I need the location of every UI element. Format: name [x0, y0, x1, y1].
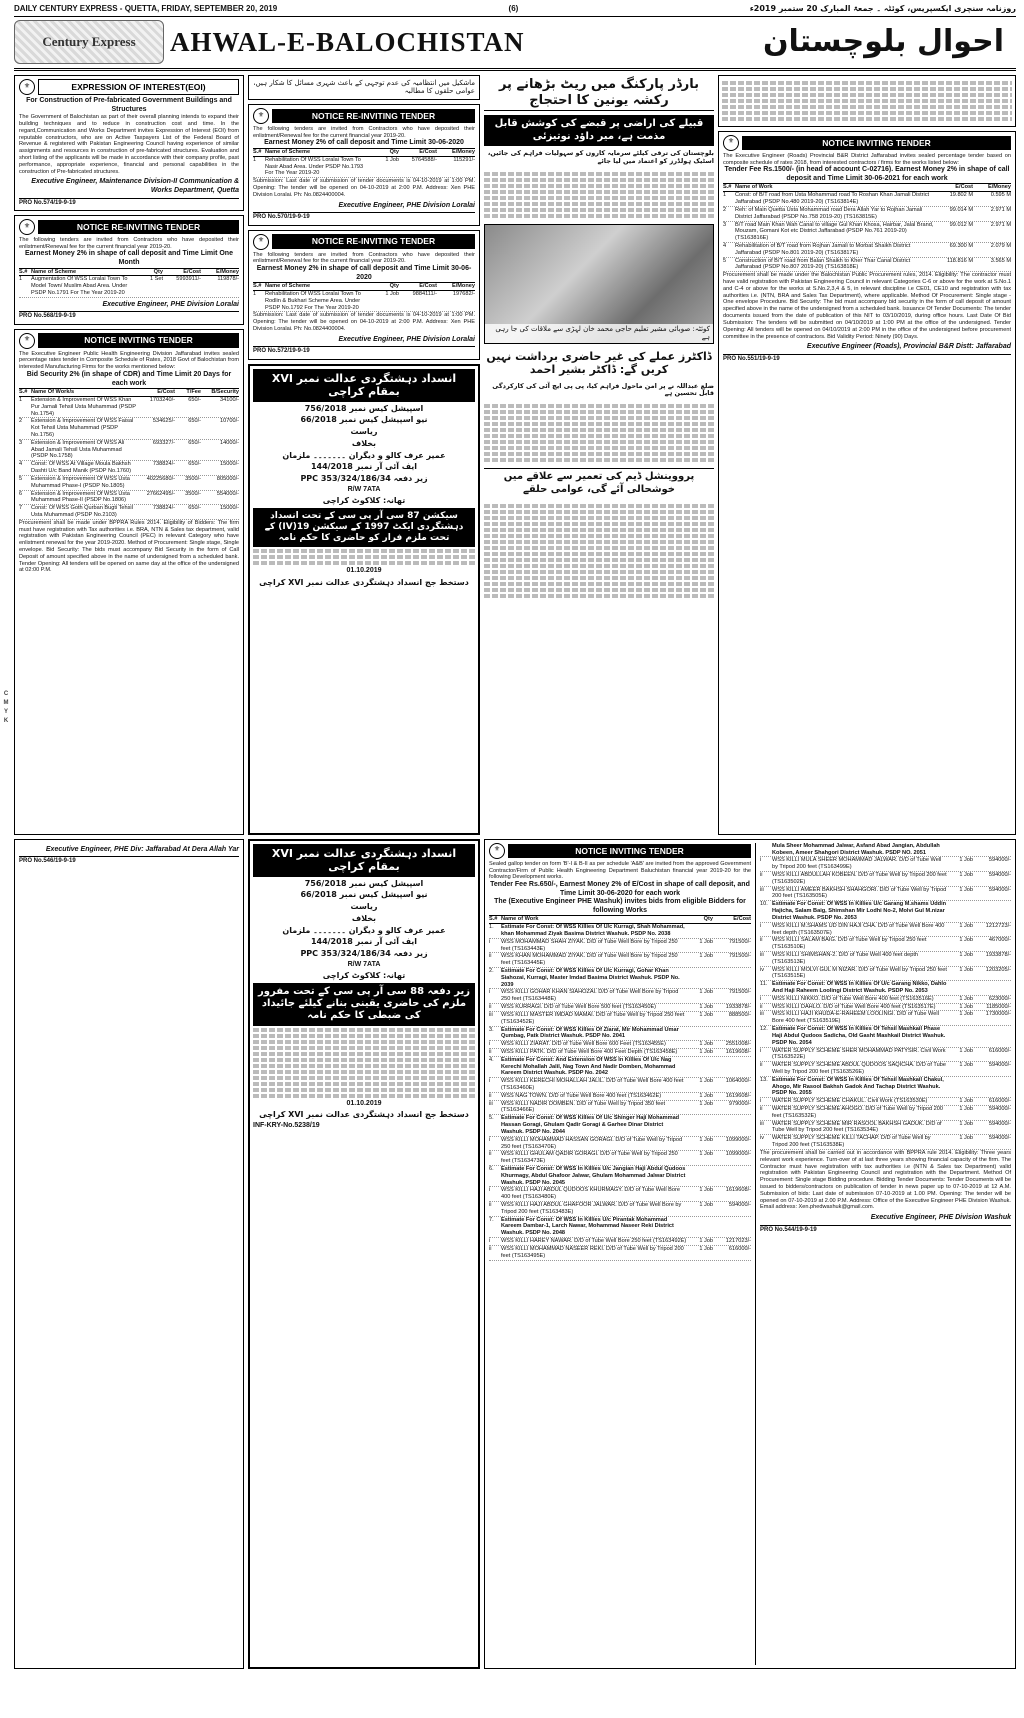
- court-2-state: ریاست: [350, 902, 378, 912]
- table-row: 3 Extension & Improvement Of WSS Ali Abad Jamali Tehsil Usta Muhammad (PSDP No.1758) 693327/- 650/- 14000/-: [19, 439, 239, 460]
- reinvite-intro: The following tenders are invited from Contractors who have deposited their enlistment/Renewal fee for the current financial year 2019-20.: [19, 236, 239, 250]
- table-row: i WSS KILLI ZIARAT. D/D of Tube Well Bore 600 Feet (TS163455E) 1 Job 2551008/-: [489, 1041, 751, 1048]
- inviting-pro: PRO No.546/19-9-19: [19, 858, 76, 865]
- table-row: 5 Extension & Improvement Of WSS Usta Muhammad Phase-I (PSDP No.1805) 40225680/- 3500/- 805000/-: [19, 475, 239, 489]
- table-row: iii WSS KILLI SHIMSHAN-2. D/D of Tube Well 400 feet depth (TS163513E) 1 Job 1933878/-: [760, 951, 1011, 965]
- table-row: 4 Rehabilitation of B/T road from Rojhan Jamali to Morbat Shaikh District Jaffarabad (PSDP No.801 2019-20) (TS163817E) 69.300 M 2.079 M: [723, 242, 1011, 256]
- reinvite-advert-loralai: [14, 215, 244, 325]
- court-notice-1: [248, 364, 480, 835]
- table-row: iii WSS KILLI MASTER IMDAD MAMAI. D/D of Tube Well by Tripod 250 feet (TS163452E) 1 Job 888500/-: [489, 1011, 751, 1025]
- reinvite-advert-b: [248, 230, 480, 360]
- reinvite-b-terms: Submission: Last date of submission of tender documents is 04-10-2019 at 1:00 PM. Opening: The tender will be opened on 04-10-2019 at 2:00 P.M. Address: Xen PHE Division Loralai. Ph: No.0824400004.: [253, 312, 475, 333]
- court-2-heading: انسداد دہشتگردی عدالت نمبر XVI بمقام کراچی: [253, 844, 475, 877]
- roads-pro: PRO No.551/19-9-19: [723, 355, 780, 362]
- reinvite-a-signature: Executive Engineer, PHE Division Loralai: [338, 201, 475, 209]
- eoi-signature: Executive Engineer, Maintenance Division-II Communication & Works Department, Quetta: [31, 178, 239, 195]
- section-title-english: AHWAL-E-BALOCHISTAN: [170, 26, 525, 57]
- eoi-subtitle: For Construction of Pre-fabricated Government Buildings and Structures: [26, 97, 232, 113]
- court-2-fir: ایف آئی آر نمبر 144/2018: [310, 937, 418, 947]
- table-row: i WSS MOHAMMAD SHAH ZIYAK. D/D of Tube Well Bore by Tripod 250 feet (TS163443E) 1 Job 791500/-: [489, 938, 751, 952]
- washuk-intro: Sealed gallop tender on form 'B'-I & B-II as per schedule 'A&B' are invited from the approved Government Contractor/Firm of Public Health Engineering Department Baluchistan financial year 2019-20 for the following Development works.: [489, 860, 751, 881]
- table-row: 5. Estimate For Const: Of WSS Killies Of U/c Shinger Haji Mohammad Hassan Goragi, Ghulam Qadir Goragi & Garhee Dinar District Washuk. PSDP No. 2044: [489, 1115, 751, 1136]
- roads-title: NOTICE INVITING TENDER: [742, 136, 1011, 150]
- inviting-money: Bid Security 2% (in shape of CDR) and Time Limit 20 Days for each work: [26, 371, 232, 387]
- court-1-sections: زیر دفعہ 353/324/186/34 PPC: [300, 474, 428, 484]
- column-3: [484, 75, 714, 835]
- reinvite-money: Earnest Money 2% in shape of call deposit and Time Limit One Month: [25, 250, 233, 267]
- roads-terms: Procurement shall be made under the Balochistan Public Procurement rules, 2014. Eligibility: The contractor must have valid registration with Pakistan Engineering Council in relevant Categories C-6 or above for the work at S.No.1 and C-4 or above for the works at S.No.2,3,4 & 5, in relevant discipline i.e CE01, CE10 and registration with tax authorities i.e. (NTN, BRA and Sales Tax Department), where applicable. Method Of Procurement: Single stage -One envelope Procedure. Bid Security: The bid must accompany bid security in the form of call deposit of amount specified above in the name of the undersigned from a scheduled bank. Issuance Of Tender Documents: The tender documents issued from the date of publication of this NIT to 03/10/2019, during office hours. Last Date Of Bid Submission: The tenders will be submitted on 04/10/2019 at 1:00 PM at the office of the undersigned. Tender Opening: All tenders will be opened on 04/10/2019 at 2:00 PM in the office of the undersigned before procurement committee in the presence of contractors. Bid Validity Period: Ninety (90) Days.: [723, 272, 1011, 340]
- table-header: S.# Name of Scheme Qty E/Cost E/Money: [253, 283, 475, 290]
- reinvite-b-money: Earnest Money 2% in shape of call deposit and Time Limit 30-06-2020: [256, 265, 472, 281]
- news-body-1: [484, 170, 714, 220]
- eoi-body: The Government of Balochistan as part of their overall planning intends to expand their building techniques and to reduce in construction cost and time. In the regard,Communication and Works Department invites Expression of Interest (EOI) from reputable constructors, who are on Active Taxpayers List of the Federal Board of Revenue & registered with Pakistan Engineering Council having experience of similar assignments and resources in construction of pre-fabricated structures. Evaluation and short listing of the applicants will be made in accordance with their company profile, past performance, appropriate experience, financial and personal capabilities in the construction of Pre-fabricated structures.: [19, 114, 239, 175]
- reinvite-a-terms: Submission: Last date of submission of tender documents is 04-10-2019 at 1:00 PM. Opening: The tender will be opened on 04-10-2019 at 2:00 P.M. Address: Xen PHE Division Loralai. Ph: No.0824400004.: [253, 178, 475, 198]
- govt-logo-icon: ⚜: [19, 219, 35, 235]
- court-notice-2: [248, 839, 480, 1669]
- govt-logo-icon: ⚜: [253, 108, 269, 124]
- washuk-title: NOTICE INVITING TENDER: [508, 844, 751, 858]
- inviting-title: NOTICE INVITING TENDER: [38, 333, 239, 347]
- inviting-signature: Executive Engineer, PHE Div: Jaffarabad At Dera Allah Yar: [45, 845, 239, 853]
- table-row: 7. Estimate For Const: Of WSS In Killies U/c Pirantak Mohammad Kareem Dambar-1, Larch Nawar, Mohammad Naseer Reki District Washuk. PSDP No. 2048: [489, 1217, 751, 1238]
- news-body-3: [484, 502, 714, 835]
- eoi-advert: [14, 75, 244, 211]
- court-2-case: اسپیشل کیس نمبر 756/2018: [304, 878, 424, 888]
- eoi-title: EXPRESSION OF INTEREST(EOI): [38, 79, 239, 95]
- table-row: 3 B/T road Main Khan Wah Canal to village Gul Khan Khosa, Hairbar, Jalal Brand, Mouzam, Gomani Kot etc District Jaffarabad (PSDP No.761 2019-20) (TS163816E) 99.012 M 2.971 M: [723, 221, 1011, 242]
- headline-rickshaw: بارڈر پارکنگ میں ریٹ بڑھانے پر رکشہ یونین کا احتجاج: [484, 75, 714, 112]
- column-1: [14, 75, 244, 835]
- topline-right: روزنامہ سنچری ایکسپریس، کوئٹہ ۔ جمعۃ المبارک 20 ستمبر 2019ء: [749, 4, 1016, 13]
- table-row: iv WATER SUPPLY SCHEME KILLI TACHAP. D/D of Tube Well by Tripod 200 feet (TS163538E) 1 Job 594000/-: [760, 1135, 1011, 1149]
- table-row: 1 Extension & Improvement Of WSS Khan Pur Jamali Tehsil Usta Muhammad (PSDP No.1754) 1703240/- 650/- 34100/-: [19, 396, 239, 417]
- table-row: ii WSS KILLI PATK. D/D of Tube Well Bore 400 Feet Depth (TS163458E) 1 Job 1619608/-: [489, 1048, 751, 1055]
- masthead: [14, 17, 1016, 71]
- table-row: 13. Estimate For Const: Of WSS In Killies Of Tehsil Mashkail Chakul, Ahogo, Mir Rasool Bakhsh Gadok And Tachap District Washuk. PSDP No. 2055: [760, 1077, 1011, 1098]
- washuk-pro: PRO No.544/19-9-19: [760, 1226, 817, 1233]
- table-row: i WSS KILLI NIKKO. D/D of Tube Well Bore 400 feet (TS163516E) 1 Job 623000/-: [760, 995, 1011, 1002]
- table-row: 10. Estimate For Const: Of WSS In Killies U/c Garang M.shams Uddin Hajicha, Salam Baig, Shimshan Mir Lodhi No-2, Molvi Gul M.nizar District Washuk. PSDP No. 2053: [760, 901, 1011, 922]
- table-row: iv WSS KILLI MOLVI GUL M NIZAR. D/D of Tube Well by Tripod 250 feet (TS163515E) 1 Job 1203205/-: [760, 966, 1011, 980]
- headline-doctors: ڈاکٹرز عملے کی غیر حاضری برداشت نہیں کریں گے: ڈاکٹر بشیر احمد: [486, 349, 712, 377]
- table-row: 12. Estimate For Const: Of WSS In Killies Of Tehsil Mashkail Phase Haji Abdul Qudoos Sadicha, Old Gasht Mashkail District Washuk. PSDP No. 2054: [760, 1026, 1011, 1047]
- news-body-2: [484, 402, 714, 464]
- govt-logo-icon: ⚜: [253, 234, 269, 250]
- table-row: Mula Sheer Mohammad Jalwar, Asfand Abad Jangian, Abdullah Kobeen, Ameer Shahgori District Washuk. PSDP NO. 2051: [760, 843, 1011, 858]
- table-row: ii WATER SUPPLY SCHEME AHOGO. D/D of Tube Well by Tripod 200 feet (TS163532E) 1 Job 594000/-: [760, 1106, 1011, 1119]
- news-strap: بلوچستان کی ترقی کیلئے سرمایہ کاروں کو سہولیات فراہم کی جائیں، اسٹیک ہولڈرز کو اعتماد میں لیا جائے: [487, 148, 714, 165]
- roads-money: Tender Fee Rs.1500/- (in head of account C-02716). Earnest Money 2% in shape of call deposit and Time Limit 30-06-2021 for each work: [724, 166, 1010, 182]
- table-row: 1 Augmentation Of WSS Loralai Town To Model Town/ Muslim Abad Area. Under PSDP No.1791 For The Year 2019-20 1 Set 5993911/- 119878/-: [19, 276, 239, 296]
- reinvite-a-pro: PRO No.570/19-9-19: [253, 214, 310, 221]
- table-row: ii WSS KILLI SALAM BAIG. D/D of Tube Well by Tripod 250 feet (TS163510E) 1 Job 467000/-: [760, 937, 1011, 951]
- court-1-state: ریاست: [350, 427, 378, 437]
- roads-advert-jaffarabad: [718, 131, 1016, 835]
- reinvite-b-intro: The following tenders are invited from Contractors who have deposited their enlistment/Renewal fee for the current financial year 2019-20.: [253, 251, 475, 265]
- table-row: i WSS KILLI HAREY NAWAR. D/D of Tube Well Bore 250 feet (TS163492E) 1 Job 1217023/-: [489, 1238, 751, 1245]
- column-1-lower: [14, 839, 244, 1669]
- inviting-advert-continued: [14, 839, 244, 1669]
- headline-district: ضلع عبداللہ نے پر امن ماحول فراہم کیا، پی پی ایچ آئی کی کارکردگی قابل تحسین ہے: [492, 381, 714, 398]
- reinvite-signature: Executive Engineer, PHE Division Loralai: [102, 300, 239, 308]
- court-2-rw: R/W 7ATA: [347, 960, 381, 968]
- court-1-fir: ایف آئی آر نمبر 144/2018: [310, 462, 418, 472]
- table-row: 6 Extension & Improvement Of WSS Usta Muhammad Phase-II (PSDP No.1806) 27662495/- 3500/- 554000/-: [19, 490, 239, 504]
- table-row: iii WSS KILLI HAJI KHUDA-E-RAHEEM LOOLINGI. D/D of Tube Well Bore 400 feet (TS163519E) 1 Job 1730000/-: [760, 1011, 1011, 1025]
- court-2-accused: عمیر عرف کالو و دیگران ۔۔۔۔۔۔۔ ملزمان: [282, 925, 446, 935]
- table-row: iii WSS KILLI AMEER BAKHSH SHAHGORI. D/D of Tube Well by Tripod 200 feet (TS163505E) 1 Job 594000/-: [760, 886, 1011, 900]
- court-1-case: اسپیشل کیس نمبر 756/2018: [304, 403, 424, 413]
- table-row: 1. Estimate For Const: Of WSS Killies Of U/c Kurragi, Shah Mohammad, khan Mohammad Ziyak Basima District Washuk. PSDP No. 2038: [489, 924, 751, 939]
- table-row: 1 Const: of B/T road from Usta Mohammad road To Roshan Khan Jamali District Jaffarabad (PSDP No.480 2019-20) (TS163814E) 19.802 M 0.595 M: [723, 192, 1011, 206]
- court-2-sections: زیر دفعہ 353/324/186/34 PPC: [300, 949, 428, 959]
- cmyk-marks: C M Y K: [3, 691, 9, 724]
- inviting-terms: Procurement shall be made under BPPRA Rules 2014. Eligibility of Bidders: The firm must have registration with Tax authorities i.e. BRA, NTN & Sales tax department, valid registration with Pakistan Engineering Council (PEC) in relevant Category who have enlistment renewal for the year 2019-2020. Method of Procurement: Single stage, Single envelope. Bid Security: The bids must accompany Bid Security in the form of Call Deposit of amount specified above in the name of undersigned from a scheduled bank. Tender Opening: All tenders will be opened on same day at the office of the undersigned at 02:00 P.M.: [19, 519, 239, 574]
- table-row: 2 Reh: of Main Quetta Usta Mohammad road Dera Allah Yar to Rojhan Jamali District Jaffarabad (PSDP No.758 2019-20) (TS163815E) 99.014 M 2.971 M: [723, 206, 1011, 220]
- page-number: (6): [508, 4, 519, 13]
- reinvite-b-title: NOTICE RE-INVITING TENDER: [272, 234, 475, 248]
- court-1-heading: انسداد دہشتگردی عدالت نمبر XVI بمقام کراچی: [253, 369, 475, 402]
- table-row: iii WATER SUPPLY SCHEME MIR RASOOL BAKHSH GADUK. D/D of Tube Well by Tripod 200 feet (TS163534E) 1 Job 594000/-: [760, 1120, 1011, 1134]
- column-2: [248, 75, 480, 835]
- court-1-police-station: تھانہ: کلاکوٹ کراچی: [322, 496, 406, 506]
- news-body-col4: [718, 75, 1016, 127]
- table-row: i WSS KILLI MOHAMMAD HASSAN GORAGI. D/D of Tube Well by Tripod 250 feet (TS163470E) 1 Job 1099000/-: [489, 1136, 751, 1150]
- roads-table-body: [723, 192, 1011, 272]
- washuk-signature: Executive Engineer, PHE Division Washuk: [870, 1214, 1011, 1222]
- reinvite-a-title: NOTICE RE-INVITING TENDER: [272, 109, 475, 123]
- eoi-pro: PRO No.574/19-9-19: [19, 199, 76, 206]
- roads-intro: The Executive Engineer (Roads) Provincial B&R District Jaffarabad invites sealed percentage tender based on composite schedule of rates 2018, from interested contractors / firms for the works listed below:: [723, 152, 1011, 166]
- washuk-advert-area: [484, 839, 1016, 1669]
- court-2-police-station: تھانہ: کلاکوٹ کراچی: [322, 971, 406, 981]
- inviting-advert-jaffarabad: [14, 329, 244, 835]
- washuk-terms: The procurement shall be carried out in accordance with BPPRA rule 2014. Eligibility: Three years relevant work experience. Turn-over of at last three years showing financial capacity of the firm. The Contractor must have registration with tax authorities i.e (NTN & Sales tax Department) valid registration with Pakistan Engineering Council and registration with the Department. Method Of Procurement: Single stage Bidding procedure. Bidding Tender Documents: Tender Documents will be issued to bidders/contractors on publication of tender in news paper up to 07-10-2019 at 12 A.M. Submission of bids: Last date of submission 07-10-2019 at 1.00 PM. Opening: The tender will be opened on 07-10-2019 at 2.00 P.M. Address: Office of the Executive Engineer PHE Division Washuk. Email address: Xen.phedwashuk@gmail.com.: [760, 1149, 1011, 1211]
- table-row: 4. Estimate For Const: And Extension Of WSS In Killies Of U/c Nag Kerechi Mohallah Jalil, Nag Town And Nadir Domben, Mohammad Kareem District Washuk. PSDP No. 2042: [489, 1057, 751, 1078]
- table-row: ii WSS KILLI MOHAMMAD NASEER REKI. D/D of Tube Well by Tripod 200 feet (TS163495E) 1 Job 616000/-: [489, 1245, 751, 1259]
- page-topline: [14, 4, 1016, 17]
- washuk-money: Tender Fee Rs.650/-, Earnest Money 2% of E/Cost in shape of call deposit, and Time Limit 30-06-2020 for each work: [490, 881, 750, 897]
- headline-dam: پرووینشل ڈیم کی تعمیر سے علاقے میں خوشحالی آئے گی، عوامی حلقے: [484, 468, 714, 497]
- table-row: 2 Extension & Improvement Of WSS Faisal Kot Tehsil Usta Muhammad (PSDP No.1756) 534625/- 650/- 10700/-: [19, 418, 239, 439]
- table-row: i WSS KILLI HAJI ABDUL QUDOOS KHURMAGY. D/D of Tube Well Bore 400 feet (TS163480E) 1 Job 1619608/-: [489, 1187, 751, 1201]
- table-row: ii WSS KILLI GHULAM QADIR GORAGI. D/D of Tube Well by Tripod 250 feet (TS163473E) 1 Job 1099000/-: [489, 1151, 751, 1165]
- table-header: S.# Name Of Work/s E/Cost T/Fee B/Security: [19, 389, 239, 396]
- table-row: 1 Rehabilitation Of WSS Loralai Town To Rodlin & Bukhari Scheme Area. Under PSDP No.1792 For The Year 2019-20 1 Job 9884111/- 197682/-: [253, 291, 475, 311]
- court-2-versus: بخلاف: [351, 913, 377, 923]
- table-row: ii WSS KHAN MOHAMMAD ZIYAK. D/D of Tube Well Bore by Tripod 250 feet (TS163445E) 1 Job 791500/-: [489, 953, 751, 967]
- court-1-date: 01.10.2019: [346, 566, 382, 574]
- washuk-left: [489, 843, 751, 1665]
- table-header: S.# Name of Work Qty E/Cost: [489, 916, 751, 923]
- court-1-case-new: نیو اسپیشل کیس نمبر 66/2018: [300, 415, 428, 425]
- urdu-brief: [248, 75, 480, 100]
- table-row: i WATER SUPPLY SCHEME CHAKUL. Civil Work (TS163530E) 1 Job 616000/-: [760, 1098, 1011, 1105]
- table-row: 2. Estimate For Const: Of WSS Killies Of U/c Kurragi, Gohar Khan Siahozai, Kurragi, Master Imdad Basima District Washuk. PSDP No. 2039: [489, 968, 751, 989]
- court-2-signature: دستخط جج انسداد دہشتگردی عدالت نمبر XVI کراچی: [259, 1110, 469, 1120]
- table-row: i WSS KILLI MULA SHEER MOHAMMAD JALWAR. D/D of Tube Well by Tripod 200 feet (TS163499E) 1 Job 594000/-: [760, 857, 1011, 871]
- inviting-table-body: [19, 397, 239, 520]
- reinvite-a-intro: The following tenders are invited from Contractors who have deposited their enlistment/Renewal fee for the current financial year 2019-20.: [253, 125, 475, 139]
- washuk-table-body-2: [760, 843, 1011, 1150]
- table-row: i WATER SUPPLY SCHEME SHER MOHAMMAD PATYSIR. Civil Work (TS163522E) 1 Job 616000/-: [760, 1047, 1011, 1061]
- washuk-right: [755, 843, 1011, 1665]
- column-2-lower: [248, 839, 480, 1669]
- table-row: ii WSS KILLI ABDULLAH KOBEEN. D/D of Tube Well by Tripod 200 feet (TS163502E) 1 Job 594000/-: [760, 872, 1011, 885]
- govt-logo-icon: ⚜: [723, 135, 739, 151]
- court-1-rw: R/W 7ATA: [347, 485, 381, 493]
- column-4: [718, 75, 1016, 835]
- news-photo: [484, 224, 714, 344]
- reinvite-pro: PRO No.568/19-9-19: [19, 313, 76, 320]
- table-row: 5 Construction of B/T road from Balan Shaikh to Kher Thar Canal District Jaffarabad (PSDP No.807 2019-20) (TS163818E) 118.816 M 3.565 M: [723, 257, 1011, 271]
- govt-logo-icon: ⚜: [19, 333, 35, 349]
- court-1-versus: بخلاف: [351, 438, 377, 448]
- urdu-brief-text: ماشکیل میں انتظامیہ کی عدم توجہی کے باعث شہری مسائل کا شکار ہیں، عوامی حلقوں کا مطالبہ: [253, 78, 475, 96]
- govt-logo-icon: ⚜: [489, 843, 505, 859]
- reinvite-a-money: Earnest Money 2% of call deposit and Time Limit 30-06-2020: [264, 139, 464, 147]
- table-row: i WSS KILLI GOHAR KHAN SIAHOZAI. D/D of Tube Well Bore by Tripod 250 feet (TS163448E) 1 Job 791500/-: [489, 989, 751, 1003]
- table-row: ii WSS KILLI DAHLO. D/D of Tube Well Bore 400 feet (TS163517E) 1 Job 1185000/-: [760, 1003, 1011, 1010]
- headline-land: قبیلے کی اراضی پر قبضے کی کوشش قابل مذمت ہے، میر داؤد نوتیزئی: [484, 115, 714, 145]
- court-2-case-new: نیو اسپیشل کیس نمبر 66/2018: [300, 890, 428, 900]
- table-row: ii WSS KILLI HAJI ABDUL GHAFOOR JALWAR. D/D of Tube Well Bore by Tripod 200 feet (TS163483E) 1 Job 594000/-: [489, 1202, 751, 1215]
- table-row: 11. Estimate For Const: Of WSS In Killies Of U/c Garang Nikko, Dahlo And Haji Raheem Loolingi District Washuk. PSDP No. 2053: [760, 981, 1011, 996]
- table-row: ii WATER SUPPLY SCHEME ABDUL QUDOOS SAQICHA. D/D of Tube Well by Tripod 200 feet (TS163526E) 1 Job 594000/-: [760, 1062, 1011, 1075]
- newspaper-logo: Century Express: [14, 20, 164, 64]
- court-1-accused: عمیر عرف کالو و دیگران ۔۔۔۔۔۔۔ ملزمان: [282, 450, 446, 460]
- table-row: 7 Const: Of WSS Goth Qurban Bugti Tehsil Usta Muhammad (PSDP No.2103) 738824/- 650/- 15000/-: [19, 505, 239, 518]
- reinvite-advert-a: [248, 104, 480, 226]
- photo-caption: کوئٹہ: صوبائی مشیر تعلیم حاجی محمد خان لہڑی سے ملاقات کی جا رہی ہے: [485, 324, 713, 343]
- table-row: 4 Const: Of WSS At Village Moula Bakhsh Dashti U/c Band Manik (PSDP No.1760) 738824/- 650/- 15000/-: [19, 461, 239, 475]
- court-2-date: 01.10.2019: [346, 1099, 382, 1107]
- table-row: i WSS KILLI KERECHI MOHALLAH JALIL. D/D of Tube Well Bore 400 feet (TS163460E) 1 Job 1064000/-: [489, 1078, 751, 1091]
- table-header: S.# Name of Scheme Qty E/Cost E/Money: [19, 268, 239, 275]
- govt-logo-icon: ⚜: [19, 79, 35, 95]
- court-2-notice: زیر دفعہ 88 سی آر پی سی کے تحت مفرور ملزم کی حاضری یقینی بنانے کیلئے جائیداد کی ضبطی کا حکم نامہ: [253, 983, 475, 1026]
- table-row: 6. Estimate For Const: Of WSS In Killies U/c Jangian Haji Abdul Qudoos Khurmagy, Abdul Ghafoor Jalwar, Ghulam Mohammad Jalwar District Washuk. PSDP No. 2045: [489, 1166, 751, 1187]
- court-1-signature: دستخط جج انسداد دہشتگردی عدالت نمبر XVI کراچی: [259, 577, 469, 587]
- washuk-table-body: [489, 924, 751, 1260]
- inviting-intro: The Executive Engineer Public Health Engineering Division Jaffarabad invites sealed percentage rates tender in Composite Schedule of Rates, 2018 Govt of Balochistan from interested Manufacturing Firms for the works mentioned below:: [19, 350, 239, 371]
- washuk-advert: [484, 839, 1016, 1669]
- table-header: S.# Name of Work E/Cost E/Money: [723, 184, 1011, 191]
- topline-left: DAILY CENTURY EXPRESS - QUETTA, FRIDAY, SEPTEMBER 20, 2019: [14, 4, 278, 13]
- reinvite-b-signature: Executive Engineer, PHE Division Loralai: [338, 335, 475, 343]
- washuk-note: The (Executive Engineer PHE Washuk) invites bids from eligible Bidders for following Works: [494, 898, 746, 914]
- reinvite-b-pro: PRO No.572/19-9-19: [253, 348, 310, 355]
- court-2-inf: INF-KRY-No.5238/19: [253, 1121, 320, 1129]
- table-row: 3. Estimate For Const: Of WSS Killies Of Ziarat, Mir Mohammad Umar Qumbag, Patk District Washuk. PSDP No. 2041: [489, 1027, 751, 1042]
- table-row: i WSS KILLI M.SHAMS UD DIN HAJI CHA. D/D of Tube Well Bore 400 feet depth (TS163507E) 1 Job 1212723/-: [760, 922, 1011, 936]
- table-row: iii WSS KILLI NADIR DOMBEN. D/D of Tube Well by Tripod 350 feet (TS163466E) 1 Job 979000/-: [489, 1100, 751, 1114]
- court-1-notice: سیکشن 87 سی آر پی سی کے تحت انسداد دہشتگردی ایکٹ 1997 کے سیکشن 19(IV) کے تحت ملزم فرار کو حاضری کا حکم نامہ: [253, 508, 475, 547]
- table-row: ii WSS KURRAGI. D/D of Tube Well Bore 500 feet (TS163450E) 1 Job 1933878/-: [489, 1004, 751, 1011]
- reinvite-title: NOTICE RE-INVITING TENDER: [38, 220, 239, 234]
- table-header: S.# Name of Scheme Qty E/Cost E/Money: [253, 148, 475, 155]
- table-row: 1 Rehabilitation Of WSS Loralai Town To Nasir Abad Area. Under PSDP No.1793 For The Year 2019-20 1 Job 5764588/- 115291/-: [253, 156, 475, 177]
- table-row: ii WSS NAG TOWN. D/D of Tube Well Bore 400 feet (TS163462E) 1 Job 1619608/-: [489, 1092, 751, 1099]
- roads-signature: Executive Engineer (Roads), Provincial B&R Distt: Jaffarabad: [806, 343, 1011, 351]
- section-title-urdu: احوال بلوچستان: [762, 23, 1004, 59]
